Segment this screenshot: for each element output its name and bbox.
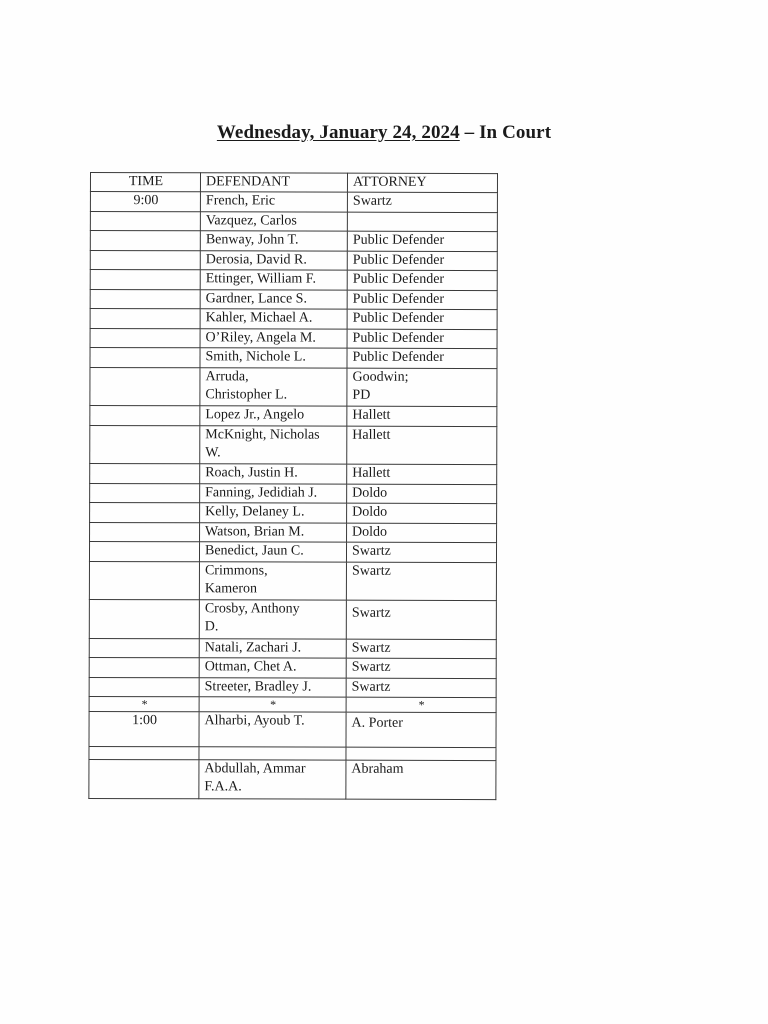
table-row bbox=[90, 328, 497, 349]
time-cell bbox=[89, 759, 199, 798]
time-cell bbox=[89, 542, 199, 562]
table-row bbox=[90, 211, 497, 232]
attorney-cell: Doldo bbox=[347, 503, 497, 523]
table-row bbox=[90, 425, 497, 465]
table-row bbox=[89, 657, 496, 678]
table-row bbox=[89, 746, 496, 760]
attorney-cell: Hallett bbox=[347, 464, 497, 484]
defendant-cell: Ettinger, William F. bbox=[200, 270, 347, 290]
defendant-cell: Fanning, Jedidiah J. bbox=[200, 483, 347, 503]
time-cell bbox=[90, 464, 200, 484]
defendant-line: McKnight, Nicholas bbox=[205, 426, 320, 443]
defendant-line-2: D. bbox=[204, 619, 219, 635]
attorney-line: Swartz bbox=[351, 605, 391, 621]
defendant-cell bbox=[199, 760, 346, 799]
table-row bbox=[89, 638, 496, 659]
defendant-line: Crimmons, bbox=[204, 562, 268, 578]
attorney-cell: Abraham bbox=[346, 760, 496, 799]
defendant-cell: Kahler, Michael A. bbox=[200, 309, 347, 329]
table-row bbox=[90, 522, 497, 543]
defendant-cell: Benedict, Jaun C. bbox=[199, 542, 346, 562]
time-cell bbox=[90, 425, 200, 464]
table-row bbox=[89, 677, 496, 698]
table-row bbox=[90, 231, 497, 252]
page-title bbox=[0, 122, 768, 144]
header-defendant: DEFENDANT bbox=[200, 173, 347, 192]
defendant-cell: Benway, John T. bbox=[200, 231, 347, 251]
attorney-cell bbox=[346, 600, 496, 639]
time-cell bbox=[90, 211, 200, 231]
attorney-cell: * bbox=[346, 697, 496, 712]
time-cell bbox=[90, 231, 200, 251]
defendant-cell: Roach, Justin H. bbox=[200, 464, 347, 484]
defendant-cell: Streeter, Bradley J. bbox=[199, 677, 346, 697]
attorney-line: A. Porter bbox=[351, 715, 403, 731]
defendant-cell bbox=[200, 425, 347, 464]
table-row bbox=[90, 406, 497, 427]
attorney-cell: Swartz bbox=[346, 562, 496, 601]
header-time: TIME bbox=[90, 173, 200, 192]
attorney-cell: Public Defender bbox=[347, 251, 497, 271]
defendant-cell bbox=[200, 367, 347, 406]
attorney-cell: Doldo bbox=[347, 484, 497, 504]
time-cell bbox=[89, 746, 199, 759]
defendant-cell: Alharbi, Ayoub T. bbox=[199, 712, 346, 747]
time-cell bbox=[90, 328, 200, 348]
table-row bbox=[90, 464, 497, 485]
time-cell bbox=[90, 503, 200, 523]
table-row bbox=[90, 503, 497, 524]
attorney-cell bbox=[346, 712, 496, 747]
defendant-cell bbox=[199, 561, 346, 600]
time-cell bbox=[90, 483, 200, 503]
table-row bbox=[90, 270, 497, 291]
attorney-line-2: PD bbox=[352, 387, 371, 403]
table-row bbox=[90, 367, 497, 407]
time-cell: 9:00 bbox=[90, 192, 200, 212]
table-row bbox=[90, 192, 497, 213]
attorney-cell: Public Defender bbox=[347, 329, 497, 349]
defendant-cell: Derosia, David R. bbox=[200, 250, 347, 270]
defendant-cell: Ottman, Chet A. bbox=[199, 658, 346, 678]
attorney-cell: Doldo bbox=[347, 523, 497, 543]
header-attorney: ATTORNEY bbox=[347, 173, 497, 192]
attorney-cell: Hallett bbox=[347, 406, 497, 426]
attorney-cell: Hallett bbox=[347, 426, 497, 465]
attorney-cell: Swartz bbox=[346, 639, 496, 659]
attorney-cell: Swartz bbox=[347, 192, 497, 212]
defendant-line-2: W. bbox=[205, 444, 221, 460]
schedule-table bbox=[88, 172, 498, 800]
defendant-cell: O’Riley, Angela M. bbox=[200, 328, 347, 348]
title-suffix: – In Court bbox=[459, 122, 552, 143]
attorney-cell: Public Defender bbox=[347, 270, 497, 290]
defendant-cell: Natali, Zachari J. bbox=[199, 638, 346, 658]
defendant-line: Arruda, bbox=[205, 368, 249, 384]
time-cell: 1:00 bbox=[89, 711, 199, 746]
defendant-cell: Watson, Brian M. bbox=[200, 522, 347, 542]
attorney-cell: Public Defender bbox=[347, 290, 497, 310]
table-row bbox=[89, 542, 496, 563]
attorney-cell: Public Defender bbox=[347, 309, 497, 329]
attorney-cell: Public Defender bbox=[347, 231, 497, 251]
time-cell: * bbox=[89, 696, 199, 711]
attorney-cell bbox=[347, 212, 497, 232]
time-cell bbox=[90, 522, 200, 542]
time-cell bbox=[89, 677, 199, 697]
defendant-cell: Vazquez, Carlos bbox=[200, 211, 347, 231]
time-cell bbox=[89, 561, 199, 600]
defendant-cell bbox=[199, 747, 346, 760]
defendant-cell: * bbox=[199, 697, 346, 712]
time-cell bbox=[90, 309, 200, 329]
table-row bbox=[89, 759, 496, 799]
time-cell bbox=[90, 270, 200, 290]
attorney-cell: Swartz bbox=[346, 678, 496, 698]
attorney-cell: Swartz bbox=[346, 658, 496, 678]
table-row bbox=[89, 599, 496, 639]
defendant-cell: Lopez Jr., Angelo bbox=[200, 406, 347, 426]
title-date: Wednesday, January 24, 2024 bbox=[216, 122, 460, 143]
table-row bbox=[90, 348, 497, 369]
attorney-cell: Swartz bbox=[346, 542, 496, 562]
defendant-line-2: F.A.A. bbox=[204, 779, 242, 795]
defendant-cell: Gardner, Lance S. bbox=[200, 289, 347, 309]
table-row bbox=[90, 309, 497, 330]
time-cell bbox=[90, 250, 200, 270]
attorney-cell bbox=[347, 368, 497, 407]
table-row bbox=[90, 289, 497, 310]
defendant-cell: Smith, Nichole L. bbox=[200, 348, 347, 368]
attorney-cell bbox=[346, 747, 496, 760]
defendant-cell: French, Eric bbox=[200, 192, 347, 212]
table-row bbox=[90, 250, 497, 271]
table-row bbox=[89, 561, 496, 601]
defendant-line: Abdullah, Ammar bbox=[204, 761, 306, 777]
table-row bbox=[89, 711, 496, 747]
time-cell bbox=[90, 289, 200, 309]
table-header-row bbox=[90, 173, 497, 193]
table-row-separator bbox=[89, 696, 496, 712]
defendant-line-2: Kameron bbox=[204, 580, 258, 596]
time-cell bbox=[90, 406, 200, 426]
time-cell bbox=[89, 657, 199, 677]
time-cell bbox=[90, 348, 200, 368]
attorney-cell: Public Defender bbox=[347, 348, 497, 368]
attorney-line: Goodwin; bbox=[352, 369, 409, 385]
time-cell bbox=[89, 638, 199, 658]
time-cell bbox=[89, 599, 199, 638]
defendant-cell: Kelly, Delaney L. bbox=[200, 503, 347, 523]
defendant-cell bbox=[199, 600, 346, 639]
defendant-line-2: Christopher L. bbox=[205, 386, 288, 403]
time-cell bbox=[90, 367, 200, 406]
defendant-line: Crosby, Anthony bbox=[204, 601, 300, 617]
table-row bbox=[90, 483, 497, 504]
